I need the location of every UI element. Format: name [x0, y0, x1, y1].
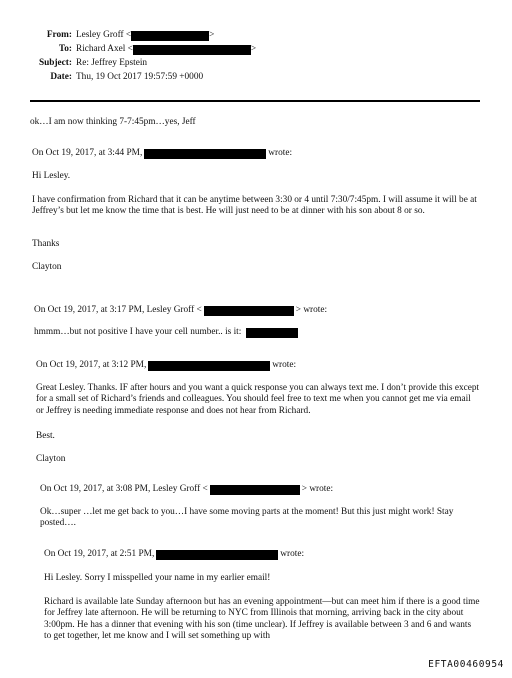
attribution-text: On Oct 19, 2017, at 2:51 PM, — [44, 549, 155, 559]
subject-value: Re: Jeffrey Epstein — [76, 58, 148, 69]
subject-row — [0, 58, 147, 70]
message-5-attribution — [44, 549, 304, 560]
attribution-text: On Oct 19, 2017, at 3:17 PM, Lesley Groff < — [34, 305, 202, 315]
document-id: EFTA00460954 — [428, 659, 504, 671]
message-1-signature: Clayton — [32, 262, 62, 272]
wrote-text: wrote: — [268, 148, 293, 158]
date-value: Thu, 19 Oct 2017 19:57:59 +0000 — [76, 72, 204, 83]
reply-top: ok…I am now thinking 7-7:45pm…yes, Jeff — [30, 117, 196, 127]
from-name: Lesley Groff < — [76, 30, 132, 41]
message-3-best: Best. — [36, 431, 55, 441]
attribution-text: On Oct 19, 2017, at 3:12 PM, — [36, 360, 147, 370]
redaction-bar — [204, 306, 294, 316]
wrote-text: wrote: — [272, 360, 297, 370]
message-2-attribution — [34, 305, 327, 316]
message-2-body — [34, 327, 300, 338]
redaction-bar — [144, 149, 266, 159]
message-5-body: Richard is available late Sunday afternoon but has an evening appointment—but can meet him if there is a good time for Jeffrey late afternoon. He will be returning to NYC from Illinois that morning, arriving back in the city about 3:00pm. He has a dinner that evening with his son (time unclear). If Jeffrey is available between 3 and 6 and wants to get together, let me know and I will set something up with — [44, 597, 480, 641]
to-close: > — [250, 44, 257, 55]
wrote-text: wrote: — [280, 549, 305, 559]
redaction-bar — [131, 31, 209, 41]
message-1-attribution — [32, 148, 292, 159]
message-3-attribution — [36, 360, 296, 371]
redaction-bar — [148, 361, 270, 371]
from-label: From: — [46, 30, 72, 41]
wrote-text: > wrote: — [295, 305, 328, 315]
attribution-text: On Oct 19, 2017, at 3:44 PM, — [32, 148, 143, 158]
header-divider — [30, 100, 480, 102]
date-label: Date: — [50, 72, 72, 83]
redaction-bar — [210, 485, 300, 495]
from-row — [0, 30, 214, 42]
to-name: Richard Axel < — [76, 44, 133, 55]
message-3-body: Great Lesley. Thanks. IF after hours and you want a quick response you can always text me. I don’t provide this except for a small set of Richard’s friends and colleagues. You should feel free to text me when you cannot get me via email or Jeffrey is needing immediate response and does not hear from Richard. — [36, 383, 480, 416]
date-row — [0, 72, 203, 84]
attribution-text: On Oct 19, 2017, at 3:08 PM, Lesley Groff < — [40, 484, 208, 494]
to-label: To: — [58, 44, 72, 55]
from-close: > — [209, 30, 215, 41]
subject-label: Subject: — [38, 58, 72, 69]
message-4-body: Ok…super …let me get back to you…I have some moving parts at the moment! But this just might work! Stay posted…. — [40, 507, 454, 529]
message-3-signature: Clayton — [36, 454, 66, 464]
message-1-greeting: Hi Lesley. — [32, 171, 71, 181]
message-5-greeting: Hi Lesley. Sorry I misspelled your name in my earlier email! — [44, 573, 271, 583]
body-text: hmmm…but not positive I have your cell number.. is it: — [34, 327, 242, 337]
redaction-bar — [156, 550, 278, 560]
message-1-body: I have confirmation from Richard that it can be anytime between 3:30 or 4 until 7:30/7:45pm. I will assume it will be at Jeffrey’s but let me know the time that is best. He will just need to be at dinner with his son about 8 or so. — [32, 195, 477, 217]
wrote-text: > wrote: — [301, 484, 334, 494]
message-1-thanks: Thanks — [32, 239, 60, 249]
redaction-bar — [246, 328, 298, 338]
from-value — [76, 30, 214, 41]
to-row — [0, 44, 256, 56]
message-4-attribution — [40, 484, 333, 495]
to-value — [76, 44, 256, 55]
redaction-bar — [133, 45, 251, 55]
